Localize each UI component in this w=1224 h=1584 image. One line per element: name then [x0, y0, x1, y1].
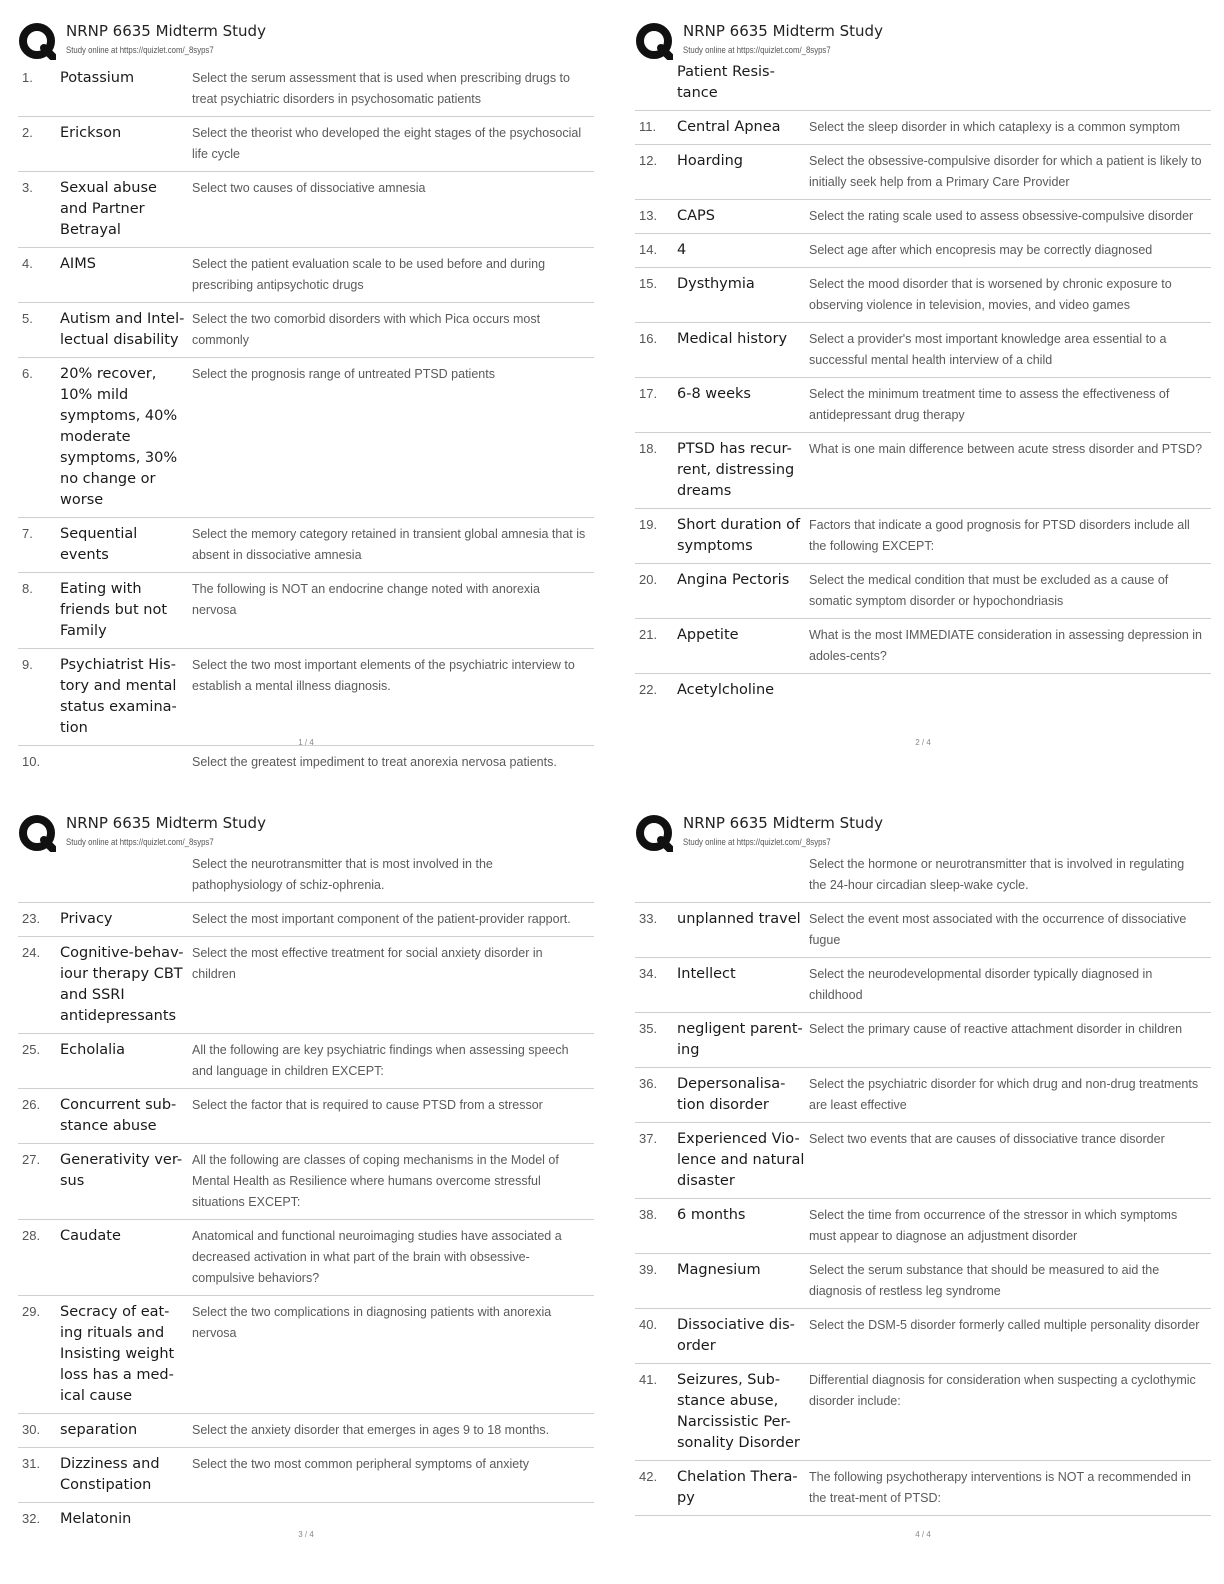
card-definition: Select the serum assessment that is used when prescribing drugs to treat psychiatric disorders in psychosomatic patients [192, 71, 570, 106]
card-row [18, 303, 594, 358]
card-definition: Select the anxiety disorder that emerges in ages 9 to 18 months. [192, 1423, 550, 1437]
card-term: AIMS [60, 256, 96, 272]
page-number: 1 / 4 [298, 738, 314, 747]
card-row-continued [18, 854, 594, 903]
card-definition: The following psychotherapy interventions is NOT a recommended in the treat-ment of PTSD: [809, 1470, 1191, 1505]
card-number: 42. [639, 1469, 658, 1484]
card-row [635, 674, 1211, 707]
card-row [18, 518, 594, 573]
card-term: Dysthymia [677, 276, 755, 292]
card-term: Autism and Intel-lectual disability [60, 311, 185, 348]
card-term: Experienced Vio-lence and natural disaster [677, 1131, 805, 1189]
card-list [18, 62, 594, 779]
card-list [18, 854, 594, 1536]
card-number: 23. [22, 911, 41, 926]
card-row [635, 111, 1211, 145]
card-term: Central Apnea [677, 119, 781, 135]
card-list [635, 62, 1211, 707]
card-number: 11. [639, 119, 657, 134]
card-row [635, 145, 1211, 200]
page-title: NRNP 6635 Midterm Study [66, 22, 266, 40]
card-row [635, 268, 1211, 323]
card-row [18, 746, 594, 779]
quizlet-logo-icon [635, 22, 673, 60]
card-definition: Select the neurodevelopmental disorder typically diagnosed in childhood [809, 967, 1153, 1002]
card-number: 21. [639, 627, 658, 642]
card-term: Melatonin [60, 1511, 132, 1527]
card-definition: Select the two complications in diagnosing patients with anorexia nervosa [192, 1305, 552, 1340]
card-row [635, 378, 1211, 433]
card-term: Caudate [60, 1228, 121, 1244]
card-definition: Select the rating scale used to assess obsessive-compulsive disorder [809, 209, 1194, 223]
card-definition: Select the two most common peripheral symptoms of anxiety [192, 1457, 529, 1471]
page-4 [635, 812, 1211, 1572]
card-term: unplanned travel [677, 911, 801, 927]
card-term: Sexual abuse and Partner Betrayal [60, 180, 157, 238]
card-definition: Select the greatest impediment to treat anorexia nervosa patients. [192, 755, 557, 769]
card-definition: Select the time from occurrence of the stressor in which symptoms must appear to diagnose an adjustment disorder [809, 1208, 1178, 1243]
card-number: 1. [22, 70, 33, 85]
page-header [635, 20, 1211, 62]
card-definition: Select the most important component of the patient-provider rapport. [192, 912, 571, 926]
card-row [18, 358, 594, 518]
card-term: negligent parent-ing [677, 1021, 803, 1058]
card-row [18, 1089, 594, 1144]
card-number: 40. [639, 1317, 658, 1332]
card-term: Psychiatrist His-tory and mental status examina-tion [60, 657, 177, 736]
card-row-continued [635, 854, 1211, 903]
card-row [18, 649, 594, 746]
page-title: NRNP 6635 Midterm Study [66, 814, 266, 832]
page-number: 4 / 4 [915, 1530, 931, 1539]
card-row [635, 200, 1211, 234]
page-subtitle: Study online at https://quizlet.com/_8syps7 [683, 45, 831, 56]
card-term: Depersonalisa-tion disorder [677, 1076, 786, 1113]
card-term: Short duration of symptoms [677, 517, 801, 554]
card-number: 41. [639, 1372, 658, 1387]
card-term: 6 months [677, 1207, 746, 1223]
card-definition: Select the memory category retained in transient global amnesia that is absent in dissociative amnesia [192, 527, 586, 562]
card-row [635, 1199, 1211, 1254]
card-row [18, 117, 594, 172]
card-definition: Select the medical condition that must be excluded as a cause of somatic symptom disorder or hypochondriasis [809, 573, 1169, 608]
card-definition: Select two causes of dissociative amnesia [192, 181, 426, 195]
card-term: Echolalia [60, 1042, 126, 1058]
card-definition: Select the sleep disorder in which cataplexy is a common symptom [809, 120, 1180, 134]
card-number: 6. [22, 366, 33, 381]
page-header [18, 812, 594, 854]
card-definition: Select the hormone or neurotransmitter that is involved in regulating the 24-hour circadian sleep-wake cycle. [809, 857, 1185, 892]
card-definition: Select the primary cause of reactive attachment disorder in children [809, 1022, 1183, 1036]
card-number: 27. [22, 1152, 41, 1167]
card-definition: Select the factor that is required to cause PTSD from a stressor [192, 1098, 543, 1112]
card-term: Privacy [60, 911, 113, 927]
card-number: 17. [639, 386, 658, 401]
card-number: 9. [22, 657, 33, 672]
quizlet-logo-icon [18, 22, 56, 60]
card-number: 26. [22, 1097, 41, 1112]
card-definition: Select two events that are causes of dissociative trance disorder [809, 1132, 1165, 1146]
card-term: Acetylcholine [677, 682, 775, 698]
card-term: 6-8 weeks [677, 386, 751, 402]
card-number: 37. [639, 1131, 658, 1146]
card-row [18, 62, 594, 117]
card-definition: Factors that indicate a good prognosis for PTSD disorders include all the following EXCEPT: [809, 518, 1190, 553]
card-term: Cognitive-behav-iour therapy CBT and SSRI antidepressants [60, 945, 184, 1024]
card-definition: Select the minimum treatment time to assess the effectiveness of antidepressant drug therapy [809, 387, 1170, 422]
page-1 [18, 20, 594, 780]
card-number: 32. [22, 1511, 41, 1526]
card-row [18, 937, 594, 1034]
card-term: Intellect [677, 966, 736, 982]
card-term: CAPS [677, 208, 715, 224]
card-term: Magnesium [677, 1262, 761, 1278]
page-subtitle: Study online at https://quizlet.com/_8syps7 [66, 45, 214, 56]
card-number: 29. [22, 1304, 41, 1319]
card-number: 10. [22, 754, 41, 769]
page-3 [18, 812, 594, 1572]
card-number: 19. [639, 517, 658, 532]
card-number: 24. [22, 945, 41, 960]
page-number: 2 / 4 [915, 738, 931, 747]
card-definition: Differential diagnosis for consideration when suspecting a cyclothymic disorder include: [809, 1373, 1196, 1408]
card-number: 33. [639, 911, 658, 926]
card-number: 34. [639, 966, 658, 981]
card-definition: Select the two comorbid disorders with which Pica occurs most commonly [192, 312, 541, 347]
card-term: Chelation Thera-py [677, 1469, 798, 1506]
card-number: 18. [639, 441, 658, 456]
card-row-continued [635, 62, 1211, 111]
card-row [18, 1296, 594, 1414]
card-definition: Select the two most important elements of the psychiatric interview to establish a mental illness diagnosis. [192, 658, 575, 693]
card-number: 5. [22, 311, 33, 326]
card-definition: Select age after which encopresis may be correctly diagnosed [809, 243, 1153, 257]
card-term: Hoarding [677, 153, 743, 169]
card-term: Patient Resis-tance [677, 64, 775, 101]
card-row [18, 172, 594, 248]
card-definition: Select the DSM-5 disorder formerly called multiple personality disorder [809, 1318, 1200, 1332]
card-definition: Select the serum substance that should be measured to aid the diagnosis of restless leg syndrome [809, 1263, 1160, 1298]
card-definition: Select the psychiatric disorder for which drug and non-drug treatments are least effective [809, 1077, 1199, 1112]
card-term: Erickson [60, 125, 122, 141]
card-row [635, 1461, 1211, 1516]
card-row [635, 1068, 1211, 1123]
page-subtitle: Study online at https://quizlet.com/_8syps7 [66, 837, 214, 848]
card-term: Sequential events [60, 526, 138, 563]
page-title: NRNP 6635 Midterm Study [683, 814, 883, 832]
card-definition: Select the obsessive-compulsive disorder for which a patient is likely to initially seek help from a Primary Care Provider [809, 154, 1202, 189]
card-number: 12. [639, 153, 658, 168]
card-row [18, 1144, 594, 1220]
card-number: 36. [639, 1076, 658, 1091]
card-term: Generativity ver-sus [60, 1152, 183, 1189]
card-number: 4. [22, 256, 33, 271]
card-number: 2. [22, 125, 33, 140]
card-number: 14. [639, 242, 658, 257]
card-term: Concurrent sub-stance abuse [60, 1097, 177, 1134]
card-row [18, 903, 594, 937]
card-row [635, 1254, 1211, 1309]
card-row [18, 1034, 594, 1089]
card-definition: Anatomical and functional neuroimaging studies have associated a decreased activation in what part of the brain with obsessive-compulsive behaviors? [192, 1229, 562, 1285]
card-number: 15. [639, 276, 658, 291]
card-row [635, 323, 1211, 378]
card-number: 22. [639, 682, 658, 697]
card-row [635, 619, 1211, 674]
card-definition: Select the event most associated with the occurrence of dissociative fugue [809, 912, 1187, 947]
card-term: Dizziness and Constipation [60, 1456, 160, 1493]
card-term: Medical history [677, 331, 788, 347]
card-definition: Select the patient evaluation scale to be used before and during prescribing antipsychotic drugs [192, 257, 546, 292]
card-row [635, 1364, 1211, 1461]
card-number: 25. [22, 1042, 41, 1057]
card-row [635, 1123, 1211, 1199]
page-subtitle: Study online at https://quizlet.com/_8syps7 [683, 837, 831, 848]
card-number: 20. [639, 572, 658, 587]
card-number: 39. [639, 1262, 658, 1277]
card-term: PTSD has recur-rent, distressing dreams [677, 441, 795, 499]
card-term: 20% recover, 10% mild symptoms, 40% moderate symptoms, 30% no change or worse [60, 366, 178, 508]
card-term: separation [60, 1422, 138, 1438]
card-row [635, 234, 1211, 268]
card-definition: All the following are key psychiatric findings when assessing speech and language in children EXCEPT: [192, 1043, 569, 1078]
card-term: Angina Pectoris [677, 572, 790, 588]
card-row [18, 1448, 594, 1503]
card-definition: Select the most effective treatment for social anxiety disorder in children [192, 946, 543, 981]
quizlet-logo-icon [635, 814, 673, 852]
card-number: 31. [22, 1456, 41, 1471]
card-definition: The following is NOT an endocrine change noted with anorexia nervosa [192, 582, 540, 617]
card-definition: Select the prognosis range of untreated PTSD patients [192, 367, 495, 381]
card-row [18, 1220, 594, 1296]
card-definition: Select the theorist who developed the eight stages of the psychosocial life cycle [192, 126, 582, 161]
card-number: 38. [639, 1207, 658, 1222]
card-row [18, 573, 594, 649]
card-row [18, 1414, 594, 1448]
page-2 [635, 20, 1211, 780]
card-row [635, 1309, 1211, 1364]
card-term: Seizures, Sub-stance abuse, Narcissistic Per-sonality Disorder [677, 1372, 800, 1451]
page-header [635, 812, 1211, 854]
card-term: Eating with friends but not Family [60, 581, 168, 639]
card-number: 3. [22, 180, 33, 195]
card-row [635, 958, 1211, 1013]
card-term: Dissociative dis-order [677, 1317, 795, 1354]
card-row [635, 1013, 1211, 1068]
page-header [18, 20, 594, 62]
card-term: Secracy of eat-ing rituals and Insisting weight loss has a med-ical cause [60, 1304, 175, 1404]
card-row [635, 564, 1211, 619]
card-number: 8. [22, 581, 33, 596]
card-definition: Select a provider's most important knowledge area essential to a successful mental health interview of a child [809, 332, 1167, 367]
card-row [635, 903, 1211, 958]
card-definition: What is the most IMMEDIATE consideration in assessing depression in adoles-cents? [809, 628, 1202, 663]
card-number: 35. [639, 1021, 658, 1036]
card-number: 16. [639, 331, 658, 346]
card-term: 4 [677, 242, 687, 258]
page-number: 3 / 4 [298, 1530, 314, 1539]
card-term: Potassium [60, 70, 135, 86]
page-title: NRNP 6635 Midterm Study [683, 22, 883, 40]
card-number: 13. [639, 208, 658, 223]
card-row [635, 509, 1211, 564]
card-number: 30. [22, 1422, 41, 1437]
card-definition: Select the neurotransmitter that is most involved in the pathophysiology of schiz-ophrenia. [192, 857, 493, 892]
card-definition: All the following are classes of coping mechanisms in the Model of Mental Health as Resilience where humans overcome stressful situations EXCEPT: [192, 1153, 559, 1209]
card-number: 28. [22, 1228, 41, 1243]
card-definition: Select the mood disorder that is worsened by chronic exposure to observing violence in television, movies, and video games [809, 277, 1172, 312]
card-list [635, 854, 1211, 1516]
card-term: Appetite [677, 627, 739, 643]
card-row [18, 248, 594, 303]
card-definition: What is one main difference between acute stress disorder and PTSD? [809, 442, 1203, 456]
quizlet-logo-icon [18, 814, 56, 852]
card-number: 7. [22, 526, 33, 541]
card-row [635, 433, 1211, 509]
